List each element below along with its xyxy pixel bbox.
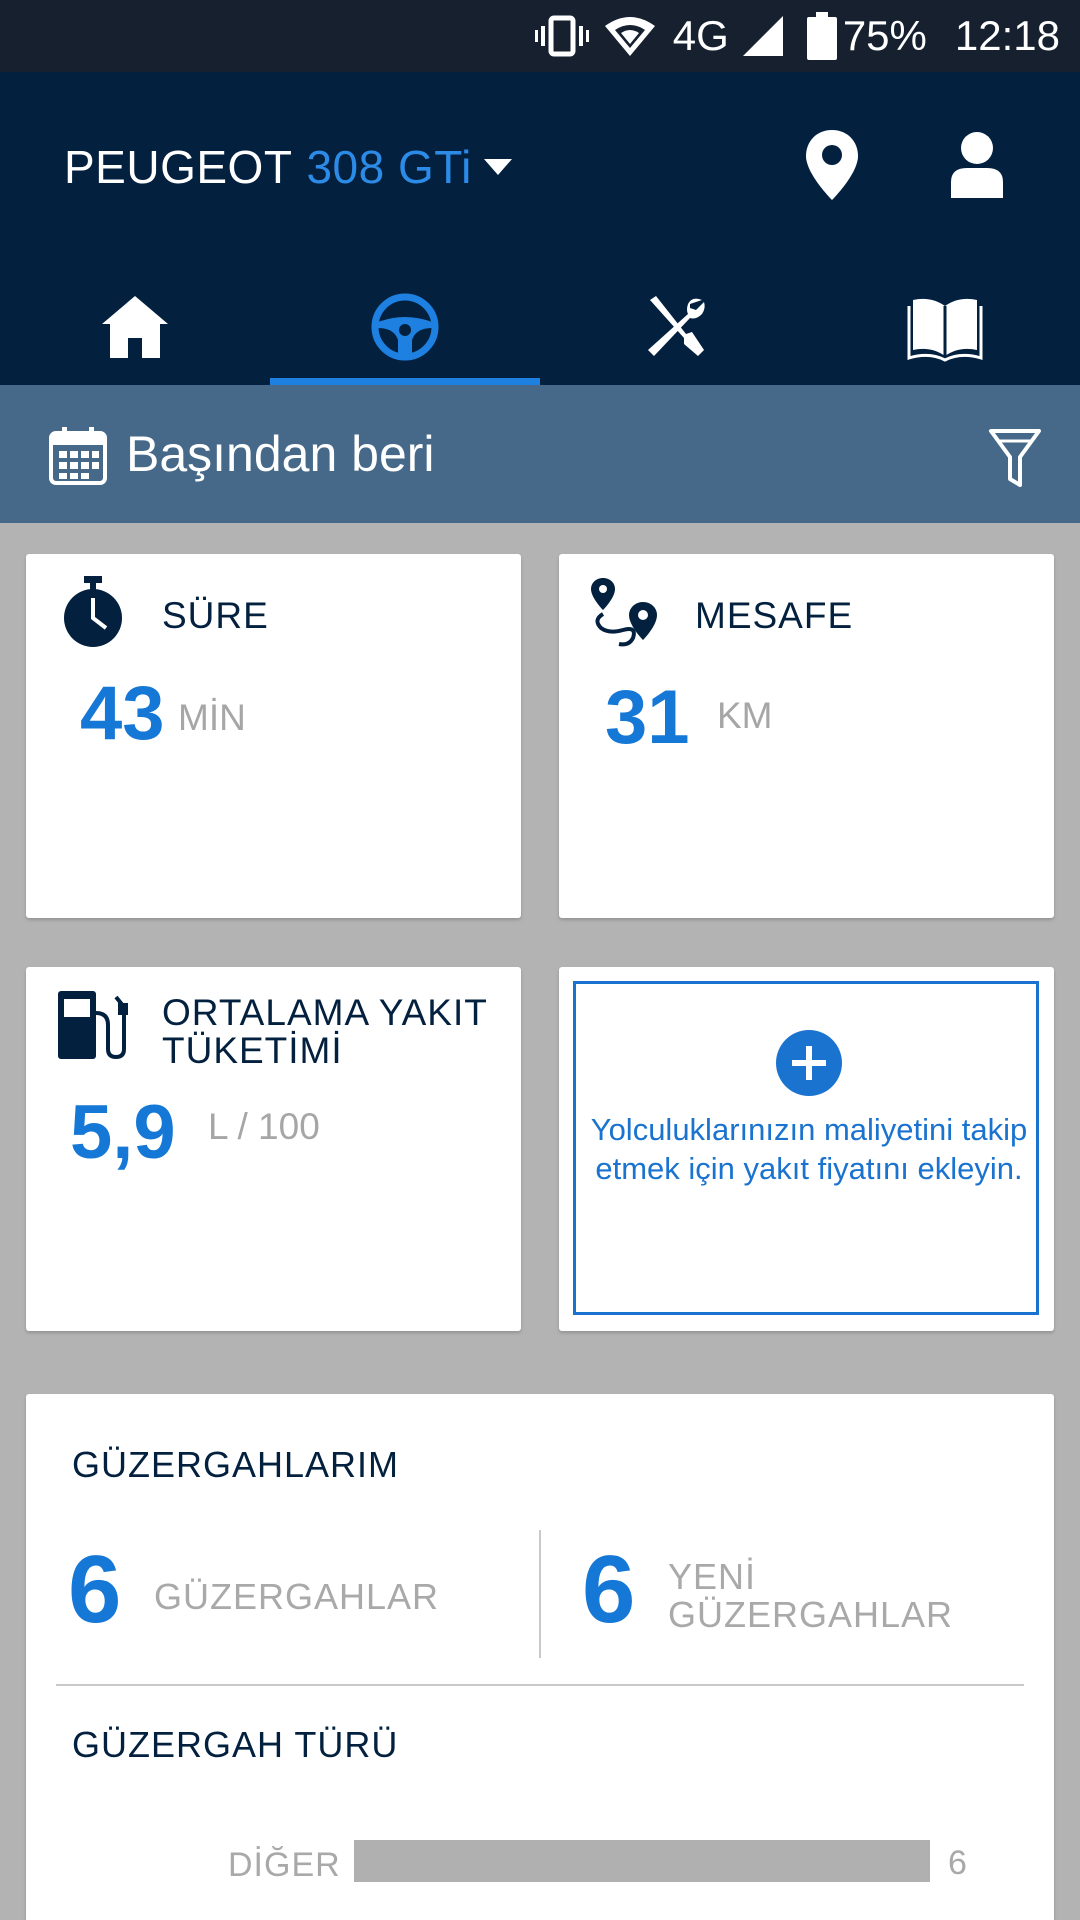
status-bar xyxy=(0,0,1080,72)
clock: 12:18 xyxy=(954,12,1060,59)
tab-maintenance[interactable] xyxy=(540,282,810,385)
distance-value: 31 xyxy=(605,675,690,760)
distance-unit: KM xyxy=(717,695,773,736)
user-icon xyxy=(937,124,1017,204)
period-label[interactable]: Başından beri xyxy=(126,426,435,482)
duration-unit: MİN xyxy=(178,697,246,738)
period-filter-bar xyxy=(0,385,1080,523)
fuel-label-line1: ORTALAMA YAKIT xyxy=(162,992,488,1033)
fuel-value: 5,9 xyxy=(70,1090,176,1175)
location-button[interactable] xyxy=(792,124,872,204)
wifi-icon xyxy=(603,14,657,58)
bar-category-label: DİĞER xyxy=(228,1846,341,1884)
fuel-pump-icon xyxy=(56,987,130,1063)
bar-route-type xyxy=(354,1840,930,1882)
add-fuel-price-text: Yolculuklarınızın maliyetini takip etmek için yakıt fiyatını ekleyin. xyxy=(590,1112,1028,1186)
brand-name: PEUGEOT xyxy=(64,141,293,193)
add-fuel-price-card xyxy=(559,967,1054,1331)
routes-new-label-line1: YENİ xyxy=(668,1556,757,1597)
fuel-unit: L / 100 xyxy=(208,1106,320,1147)
book-icon xyxy=(907,292,983,362)
calendar-icon xyxy=(48,425,108,487)
duration-label: SÜRE xyxy=(162,595,269,636)
battery-icon xyxy=(807,12,837,60)
add-fuel-price-button[interactable] xyxy=(573,981,1039,1315)
distance-label: MESAFE xyxy=(695,595,854,636)
routes-divider xyxy=(539,1530,541,1658)
routes-title: GÜZERGAHLARIM xyxy=(72,1444,400,1485)
vibrate-icon xyxy=(535,14,589,58)
bar-value-label: 6 xyxy=(948,1844,967,1882)
location-pin-icon xyxy=(792,124,872,204)
route-icon xyxy=(589,576,663,648)
home-icon xyxy=(100,292,170,362)
fuel-label-line2: TÜKETİMİ xyxy=(162,1030,343,1071)
routes-new-label-line2: GÜZERGAHLAR xyxy=(668,1594,954,1635)
tab-manual[interactable] xyxy=(810,282,1080,385)
fuel-consumption-card xyxy=(26,967,521,1331)
status-icons xyxy=(535,0,1060,72)
battery-percent: 75% xyxy=(842,12,927,59)
caret-down-icon xyxy=(484,159,512,175)
filter-icon[interactable] xyxy=(988,427,1042,489)
duration-card xyxy=(26,554,521,918)
routes-total-label: GÜZERGAHLAR xyxy=(154,1576,440,1617)
tab-home[interactable] xyxy=(0,282,270,385)
vehicle-selector[interactable] xyxy=(64,132,512,202)
app-bar xyxy=(0,72,1080,385)
tools-icon xyxy=(640,292,710,362)
tab-driving[interactable] xyxy=(270,282,540,385)
plus-circle-icon xyxy=(776,1030,842,1096)
network-type: 4G xyxy=(672,12,729,59)
steering-wheel-icon xyxy=(370,292,440,362)
signal-icon xyxy=(743,14,783,58)
routes-new-value: 6 xyxy=(582,1536,636,1643)
duration-value: 43 xyxy=(80,671,165,756)
distance-card xyxy=(559,554,1054,918)
route-type-title: GÜZERGAH TÜRÜ xyxy=(72,1724,399,1765)
routes-total-value: 6 xyxy=(68,1536,122,1643)
model-name: 308 GTi xyxy=(306,141,472,193)
routes-separator xyxy=(56,1684,1024,1686)
main-tabs xyxy=(0,282,1080,385)
route-type-chart xyxy=(26,1834,1054,1914)
routes-card xyxy=(26,1394,1054,1920)
profile-button[interactable] xyxy=(937,124,1017,204)
stopwatch-icon xyxy=(60,576,126,648)
